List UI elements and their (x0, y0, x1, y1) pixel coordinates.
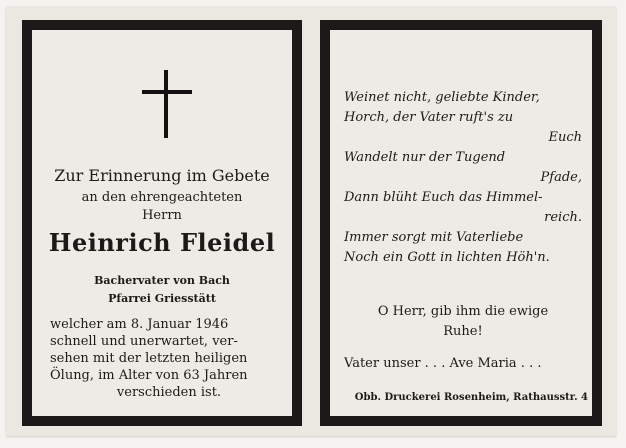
poem-line: Weinet nicht, geliebte Kinder, (344, 90, 540, 105)
right-panel (320, 20, 602, 426)
death-line: welcher am 8. Januar 1946 (50, 317, 229, 332)
poem-line: Wandelt nur der Tugend (344, 150, 506, 165)
death-notice (50, 316, 288, 401)
prayer-line: O Herr, gib ihm die ewige (377, 304, 549, 319)
poem-line: Euch (548, 130, 582, 145)
death-line: Ölung, im Alter von 63 Jahren (50, 368, 248, 383)
death-line: verschieden ist. (116, 385, 222, 400)
deceased-parish: Pfarrei Griesstätt (108, 292, 216, 305)
left-panel (22, 20, 302, 426)
title-herrn: Herrn (142, 208, 182, 223)
death-line: schnell und unerwartet, ver- (50, 334, 238, 349)
memory-heading: Zur Erinnerung im Gebete (54, 166, 270, 185)
printer-imprint: Obb. Druckerei Rosenheim, Rathausstr. 4 (354, 392, 588, 403)
cross-icon (142, 70, 192, 138)
honor-line: an den ehrengeachteten (81, 190, 243, 205)
death-line: sehen mit der letzten heiligen (50, 351, 248, 366)
poem-line: Pfade, (540, 170, 582, 185)
poem-line: Dann blüht Euch das Himmel- (344, 190, 543, 205)
prayer-line: Ruhe! (443, 324, 483, 339)
memorial-card (6, 6, 616, 436)
prayer (344, 302, 582, 342)
poem (344, 88, 582, 268)
deceased-role: Bachervater von Bach (94, 274, 230, 287)
deceased-name: Heinrich Fleidel (48, 228, 276, 257)
poem-line: Noch ein Gott in lichten Höh'n. (344, 250, 550, 265)
poem-line: reich. (544, 210, 582, 225)
poem-line: Horch, der Vater ruft's zu (344, 110, 514, 125)
vater-unser-line: Vater unser . . . Ave Maria . . . (344, 356, 542, 371)
poem-line: Immer sorgt mit Vaterliebe (344, 230, 524, 245)
